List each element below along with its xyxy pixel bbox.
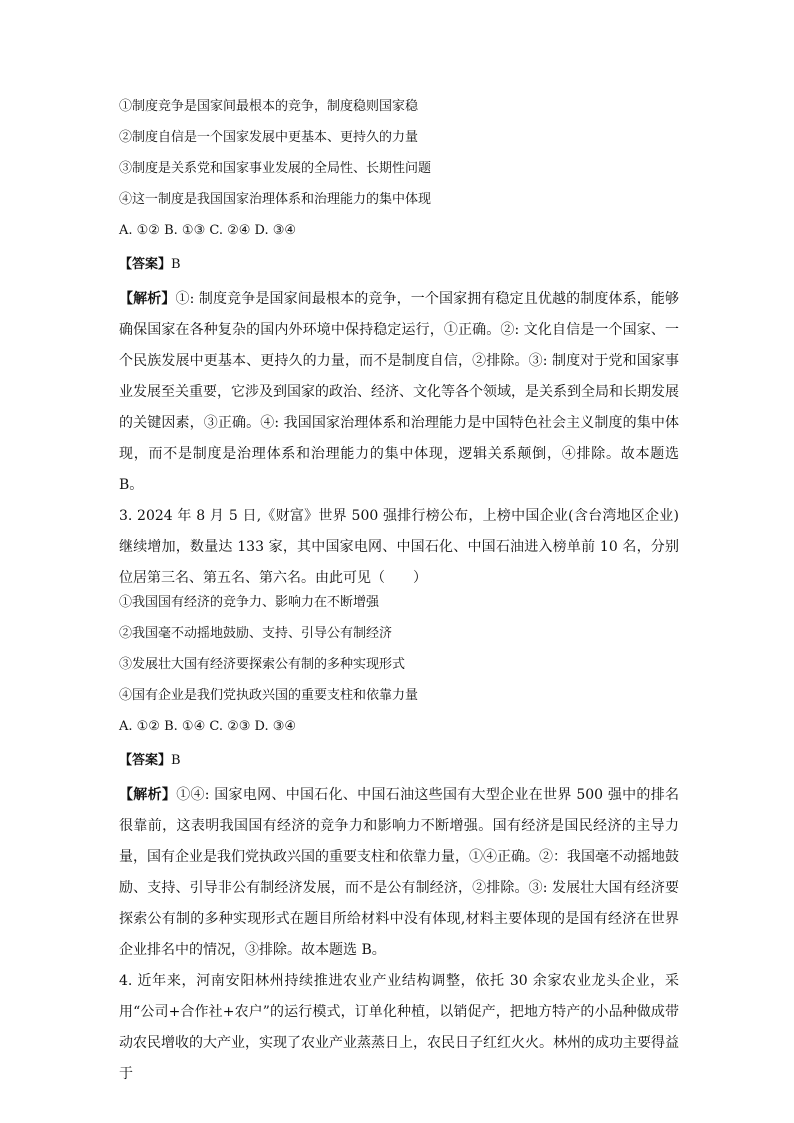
q3-choices: A. ①② B. ①④ C. ②③ D. ③④ [119,719,297,734]
q3-option-1: ①我国国有经济的竞争力、影响力在不断增强 [119,595,380,610]
q3-answer: B [171,753,181,768]
q2-option-1: ①制度竞争是国家间最根本的竞争，制度稳则国家稳 [119,99,419,114]
q3-option-2: ②我国毫不动摇地鼓励、支持、引导公有制经济 [119,626,393,641]
q2-answer-line [119,253,679,284]
q2-analysis-paragraph [119,284,679,501]
q2-analysis-tag: 【解析】 [119,291,176,307]
page-content [119,98,679,1090]
q3-analysis-tag: 【解析】 [119,787,177,803]
q3-stem: 3. 2024 年 8 月 5 日,《财富》世界 500 强排行榜公布，上榜中国企业(含台湾地区企业)继续增加，数量达 133 家，其中国家电网、中国石化、中国石油进入榜单前 10 名，分别位居第三名、第五名、第六名。由此可见（ ） [119,508,679,586]
q3-analysis: ①④: 国家电网、中国石化、中国石油这些国有大型企业在世界 500 强中的排名很靠前，这表明我国国有经济的竞争力和影响力不断增强。国有经济是国民经济的主导力量，国有企业是我们党执政兴国的重要支柱和依靠力量，①④正确。②：我国毫不动摇地鼓励、支持、引导非公有制经济发展，而不是公有制经济，②排除。③: 发展壮大国有经济要探索公有制的多种实现形式在题目所给材料中没有体现,材料主要体现的是国有经济在世界企业排名中的情况，③排除。故本题选 B。 [119,787,679,958]
q2-answer-tag: 【答案】 [119,257,172,272]
q4-stem: 4. 近年来，河南安阳林州持续推进农业产业结构调整，依托 30 余家农业龙头企业，采用“公司+合作社+农户”的运行模式，订单化种植，以销促产，把地方特产的小品种做成带动农民增收的大产业，实现了农业产业蒸蒸日上，农民日子红红火火。林州的成功主要得益于 [119,973,679,1082]
q3-option-4: ④国有企业是我们党执政兴国的重要支柱和依靠力量 [119,688,419,703]
q2-option-3: ③制度是关系党和国家事业发展的全局性、长期性问题 [119,161,432,176]
q2-answer: B [171,257,181,272]
q2-choices: A. ①② B. ①③ C. ②④ D. ③④ [119,223,297,238]
q3-answer-tag: 【答案】 [119,753,172,768]
q2-option-4: ④这一制度是我国国家治理体系和治理能力的集中体现 [119,192,432,207]
q3-analysis-paragraph [119,780,679,966]
q2-option-2: ②制度自信是一个国家发展中更基本、更持久的力量 [119,130,419,145]
q2-analysis: ①: 制度竞争是国家间最根本的竞争，一个国家拥有稳定且优越的制度体系，能够确保国家在各种复杂的国内外环境中保持稳定运行，①正确。②: 文化自信是一个国家、一个民族发展中更基本、更持久的力量，而不是制度自信，②排除。③: 制度对于党和国家事业发展至关重要，它涉及到国家的政治、经济、文化等各个领域，是关系到全局和长期发展的关键因素，③正确。④: 我国国家治理体系和治理能力是中国特色社会主义制度的集中体现，而不是制度是治理体系和治理能力的集中体现，逻辑关系颠倒，④排除。故本题选 B。 [119,291,679,493]
q3-option-3: ③发展壮大国有经济要探索公有制的多种实现形式 [119,657,406,672]
q3-answer-line [119,749,679,780]
